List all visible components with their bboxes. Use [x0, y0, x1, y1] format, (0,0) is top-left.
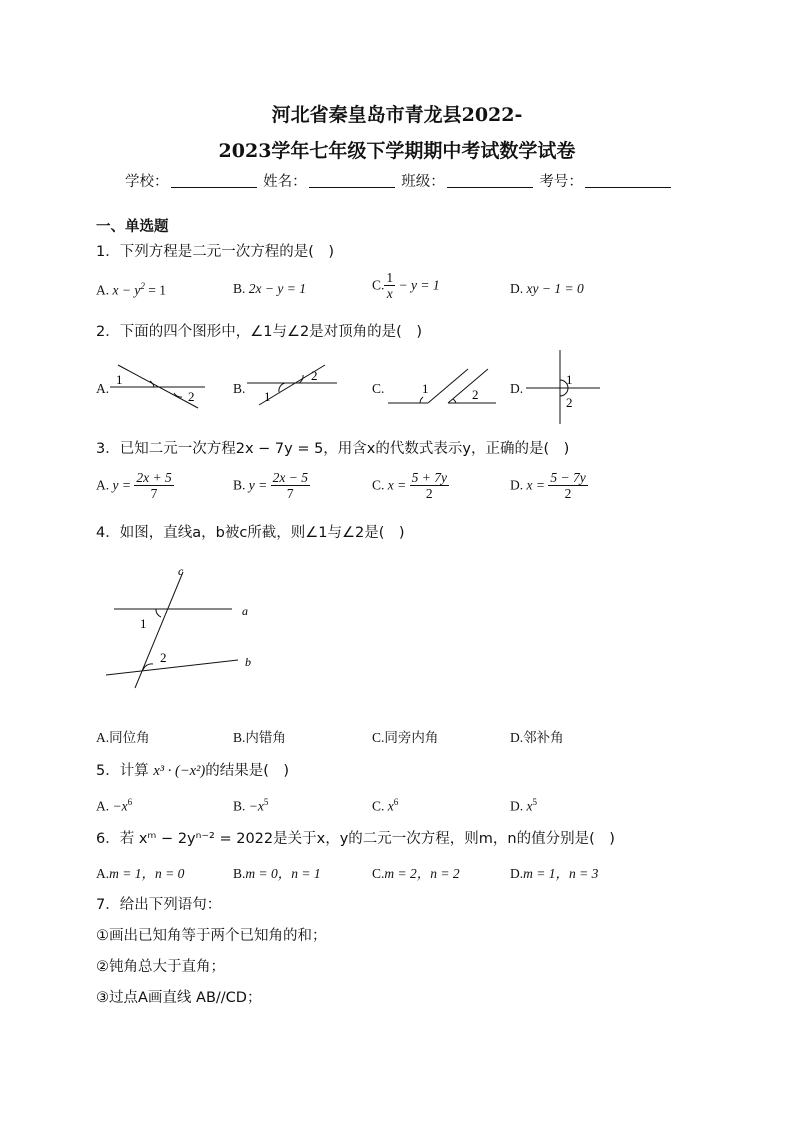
- svg-text:c: c: [178, 564, 184, 578]
- q2-figure-b: [247, 360, 342, 410]
- q4-option-c: C.同旁内角: [372, 730, 439, 745]
- q2-figure-a: [110, 360, 210, 410]
- title-line-2: 2023学年七年级下学期期中考试数学试卷: [218, 140, 576, 162]
- q2-option-c-label: C.: [372, 381, 385, 396]
- q6-option-a: A.m = 1，n = 0: [96, 866, 185, 881]
- question-4-stem: 4．如图，直线a，b被c所截，则∠1与∠2是( ): [96, 525, 405, 541]
- question-1-stem: 1．下列方程是二元一次方程的是( ): [96, 244, 335, 260]
- q4-option-d: D.邻补角: [510, 730, 564, 745]
- svg-text:b: b: [245, 655, 251, 669]
- q7-statement-3: ③过点A画直线 AB//CD；: [96, 990, 262, 1006]
- school-label: 学校：: [125, 174, 169, 190]
- svg-text:2: 2: [160, 650, 167, 665]
- question-7-stem: 7．给出下列语句：: [96, 897, 222, 913]
- class-blank: [447, 173, 533, 188]
- q1-option-a: A. $x - y^2 = 1$: [96, 281, 166, 298]
- question-3-stem: 3．已知二元一次方程2x − 7y = 5，用含x的代数式表示y，正确的是( ): [96, 441, 570, 457]
- q5-option-a: A. $-x^6$: [96, 797, 133, 814]
- q3-option-a: A. y = $\frac{2x + 5}{7}$: [96, 470, 172, 501]
- q1-option-b: B. 2x − y = 1: [233, 281, 306, 296]
- q7-statement-2: ②钝角总大于直角；: [96, 959, 225, 975]
- svg-text:1: 1: [566, 372, 573, 387]
- name-label: 姓名：: [263, 174, 307, 190]
- question-6-stem: 6．若 xᵐ − 2yⁿ⁻² = 2022是关于x，y的二元一次方程，则m，n的值分别是( ): [96, 831, 615, 847]
- q2-figure-c: [386, 365, 501, 410]
- class-label: 班级：: [401, 174, 445, 190]
- q4-option-a: A.同位角: [96, 730, 150, 745]
- exam-no-blank: [585, 173, 671, 188]
- q3-option-b: B. y = $\frac{2x - 5}{7}$: [233, 470, 308, 501]
- svg-text:1: 1: [264, 389, 271, 404]
- q2-option-b-label: B.: [233, 381, 246, 396]
- q5-option-c: C. $x^6$: [372, 797, 399, 814]
- q3-option-c: C. x = $\frac{5 + 7y}{2}$: [372, 470, 447, 501]
- q1-option-d: D. xy − 1 = 0: [510, 281, 584, 296]
- svg-text:2: 2: [311, 368, 318, 383]
- q4-figure: [100, 560, 270, 690]
- name-blank: [309, 173, 395, 188]
- q6-option-d: D.m = 1，n = 3: [510, 866, 599, 881]
- title-line-1: 河北省秦皇岛市青龙县2022-: [271, 104, 523, 126]
- q7-statement-1: ①画出已知角等于两个已知角的和；: [96, 928, 327, 944]
- q1-option-c: C. $\frac{1}{x}$ − y = 1: [372, 270, 440, 301]
- q2-figure-d: [524, 348, 602, 426]
- svg-text:2: 2: [472, 387, 479, 402]
- q3-option-d: D. x = $\frac{5 - 7y}{2}$: [510, 470, 586, 501]
- question-2-stem: 2．下面的四个图形中，∠1与∠2是对顶角的是( ): [96, 324, 422, 340]
- section-heading: 一、单选题: [96, 219, 169, 235]
- q2-option-d-label: D.: [510, 381, 524, 396]
- q5-option-d: D. $x^5$: [510, 797, 537, 814]
- svg-text:1: 1: [422, 381, 429, 396]
- question-5-stem: 5．计算 x³ · (−x²)的结果是( ): [96, 763, 290, 779]
- student-info-row: [125, 170, 673, 191]
- q4-option-b: B.内错角: [233, 730, 286, 745]
- svg-text:a: a: [242, 604, 248, 618]
- svg-text:1: 1: [116, 372, 123, 387]
- q6-option-b: B.m = 0，n = 1: [233, 866, 321, 881]
- q6-option-c: C.m = 2，n = 2: [372, 866, 460, 881]
- q2-option-a-label: A.: [96, 381, 110, 396]
- q5-option-b: B. $-x^5$: [233, 797, 269, 814]
- exam-no-label: 考号：: [539, 174, 583, 190]
- school-blank: [171, 173, 257, 188]
- svg-text:2: 2: [566, 395, 573, 410]
- svg-text:2: 2: [188, 389, 195, 404]
- svg-text:1: 1: [140, 616, 147, 631]
